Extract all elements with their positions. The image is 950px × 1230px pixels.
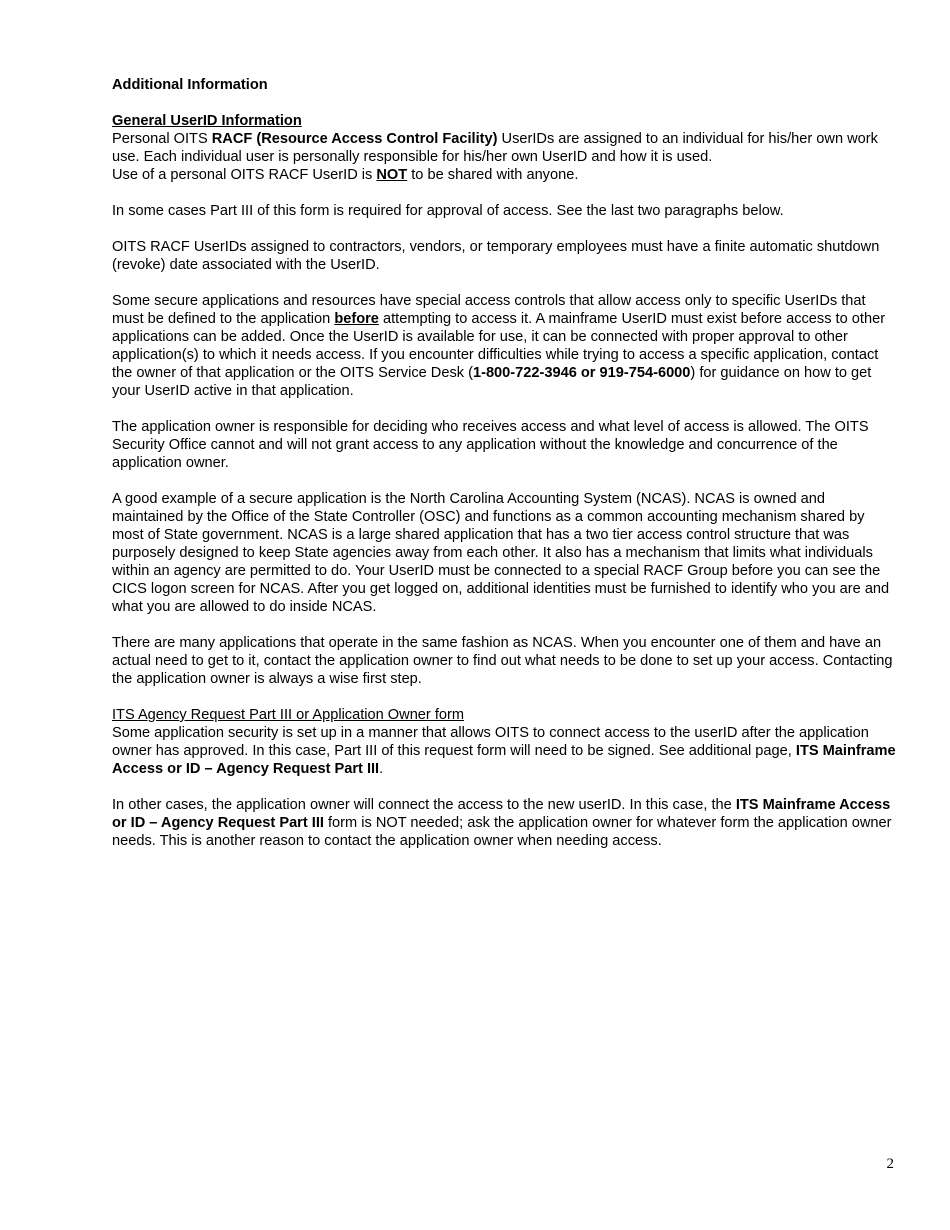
other-cases-paragraph <box>112 796 898 850</box>
service-desk-phone: 1-800-722-3946 or 919-754-6000 <box>472 365 691 381</box>
part3-form-name: ITS Mainframe Access or ID – Agency Request Part III <box>112 743 896 777</box>
part3-heading: ITS Agency Request Part III or Application Owner form <box>112 707 465 723</box>
secure-apps-paragraph <box>112 292 898 400</box>
page-title: Additional Information <box>112 77 268 93</box>
other-cases-form-name: ITS Mainframe Access or ID – Agency Request Part III <box>112 797 891 831</box>
app-owner-paragraph: The application owner is responsible for deciding who receives access and what level of access is allowed. The OITS Security Office cannot and will not grant access to any application without the knowledge and concurrence of the application owner. <box>112 419 869 471</box>
contractor-paragraph: OITS RACF UserIDs assigned to contractors, vendors, or temporary employees must have a finite automatic shutdown (revoke) date associated with the UserID. <box>112 239 880 273</box>
before-emphasis: before <box>334 311 379 327</box>
ncas-example-paragraph: A good example of a secure application is the North Carolina Accounting System (NCAS). NCAS is owned and maintained by the Office of the State Controller (OSC) and functions as a common accounting mechanism shared by most of State government. NCAS is a large shared application that has a two tier access control structure that was purposely designed to keep State agencies away from each other. It also has a mechanism that limits what individuals within an agency are permitted to do. Your UserID must be connected to a special RACF Group before you can see the CICS logon screen for NCAS. After you get logged on, additional identities must be furnished to identify who you are and what you are allowed to do inside NCAS. <box>112 491 890 615</box>
other-cases-text-c: form is NOT needed; ask the application owner for whatever form the application owner needs. This is another reason to contact the application owner when needing access. <box>112 815 892 849</box>
part3-text-a: Some application security is set up in a manner that allows OITS to connect access to the userID after the application owner has approved. In this case, Part III of this request form will need to be signed. See additional page, <box>112 725 869 759</box>
other-apps-paragraph: There are many applications that operate in the same fashion as NCAS. When you encounter one of them and have an actual need to get to it, contact the application owner to find out what needs to be done to set up your access. Contacting the application owner is always a wise first step. <box>112 635 893 687</box>
secure-apps-text-e: ) for guidance on how to get your UserID active in that application. <box>112 365 872 399</box>
part3-text-c: . <box>379 761 384 777</box>
secure-apps-text-c: attempting to access it. A mainframe UserID must exist before access to other applications can be added. Once the UserID is available for use, it can be connected with proper approval to other application(s) to which it needs access. If you encounter difficulties while trying to access a specific application, contact the owner of that application or the OITS Service Desk ( <box>112 311 886 381</box>
other-cases-text-a: In other cases, the application owner will connect the access to the new userID. In this case, the <box>112 797 736 813</box>
racf-term: RACF (Resource Access Control Facility) <box>211 131 498 147</box>
general-userid-sharing-line <box>112 166 898 184</box>
part3-required-paragraph: In some cases Part III of this form is required for approval of access. See the last two paragraphs below. <box>112 203 784 219</box>
not-emphasis: NOT <box>376 167 408 183</box>
document-page <box>112 76 898 868</box>
part3-section <box>112 706 898 778</box>
general-userid-paragraph <box>112 130 898 166</box>
general-text-a: Personal OITS <box>112 131 212 147</box>
general-text-c: UserIDs are assigned to an individual for his/her own work use. Each individual user is personally responsible for his/her own UserID and how it is used. <box>112 131 878 165</box>
sharing-text-a: Use of a personal OITS RACF UserID is <box>112 167 377 183</box>
general-userid-section <box>112 112 898 184</box>
sharing-text-c: to be shared with anyone. <box>407 167 579 183</box>
general-userid-heading: General UserID Information <box>112 113 302 129</box>
secure-apps-text-a: Some secure applications and resources have special access controls that allow access only to specific UserIDs that must be defined to the application <box>112 293 866 327</box>
part3-paragraph <box>112 724 898 778</box>
page-number: 2 <box>886 1156 894 1172</box>
